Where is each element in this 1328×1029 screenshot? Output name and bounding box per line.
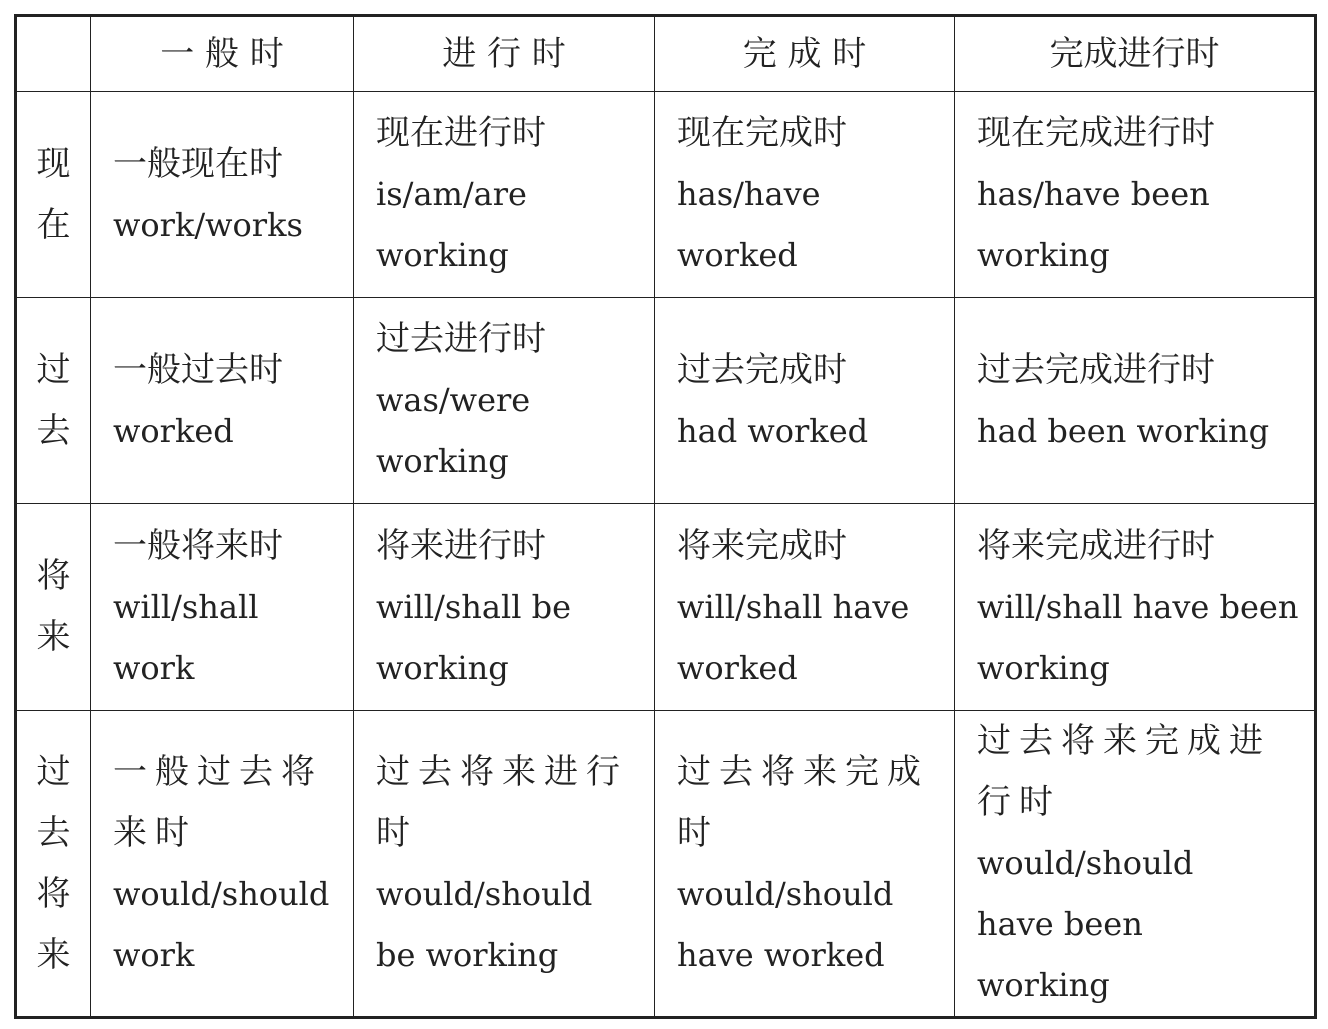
cell-past-future-progressive <box>354 711 655 1018</box>
cell-past-future-perfect-progressive <box>955 711 1316 1018</box>
row-label-past <box>16 298 91 504</box>
cell-present-perfect-progressive <box>955 92 1316 298</box>
tense-form: would/should be working <box>376 874 593 974</box>
tense-name: 一般过去时 <box>113 349 283 390</box>
cell-past-future-simple <box>91 711 354 1018</box>
cell-future-perfect <box>655 504 955 711</box>
cell-future-simple <box>91 504 354 711</box>
tense-form: worked <box>113 411 234 450</box>
cell-present-simple <box>91 92 354 298</box>
row-label-char: 过 <box>36 751 71 792</box>
row-past <box>16 298 1316 504</box>
cell-past-perfect <box>655 298 955 504</box>
tense-form: will/shall be working <box>376 587 572 687</box>
row-label-future <box>16 504 91 711</box>
cell-present-perfect <box>655 92 955 298</box>
header-perfect-progressive: 完成进行时 <box>955 16 1316 92</box>
tense-name: 过去完成进行时 <box>977 349 1215 390</box>
tense-form: would/should have worked <box>677 874 894 974</box>
tense-form: will/shall have worked <box>677 587 910 687</box>
tense-name: 将来完成时 <box>677 525 847 566</box>
tense-name: 将来进行时 <box>376 525 546 566</box>
tense-name: 过去将来完成进行时 <box>977 721 1271 822</box>
tense-name: 一般过去将来时 <box>113 751 323 853</box>
tense-table <box>14 14 1317 1019</box>
tense-form: will/shall work <box>113 587 259 687</box>
tense-name: 现在进行时 <box>376 113 546 153</box>
row-label-char: 来 <box>36 617 71 657</box>
row-label-char: 将 <box>36 556 71 596</box>
row-present <box>16 92 1316 298</box>
tense-name: 现在完成时 <box>677 113 847 153</box>
tense-form: will/shall have been working <box>977 587 1299 687</box>
row-label-past-future <box>16 711 91 1018</box>
header-progressive: 进 行 时 <box>354 16 655 92</box>
row-label-present <box>16 92 91 298</box>
row-label-char: 去 <box>36 812 71 853</box>
corner-cell <box>16 16 91 92</box>
tense-form: had been working <box>977 411 1270 450</box>
cell-future-progressive <box>354 504 655 711</box>
tense-name: 过去将来进行时 <box>376 751 628 853</box>
row-future <box>16 504 1316 711</box>
tense-form: had worked <box>677 411 869 450</box>
tense-form: was/were working <box>376 381 531 480</box>
tense-name: 过去进行时 <box>376 319 546 359</box>
cell-past-progressive <box>354 298 655 504</box>
tense-form: is/am/are working <box>376 175 527 274</box>
tense-form: would/should have been working <box>977 844 1194 1004</box>
tense-name: 过去完成时 <box>677 349 847 390</box>
tense-form: would/should work <box>113 874 330 974</box>
row-label-char: 去 <box>36 410 71 451</box>
row-past-future <box>16 711 1316 1018</box>
tense-name: 过去将来完成时 <box>677 751 929 853</box>
tense-form: has/have worked <box>677 175 821 274</box>
tense-name: 一般现在时 <box>113 143 283 184</box>
tense-form: work/works <box>113 205 303 244</box>
tense-name: 现在完成进行时 <box>977 113 1215 153</box>
row-label-char: 来 <box>36 934 71 975</box>
cell-past-simple <box>91 298 354 504</box>
cell-past-perfect-progressive <box>955 298 1316 504</box>
cell-past-future-perfect <box>655 711 955 1018</box>
row-label-char: 现 <box>36 143 71 184</box>
cell-future-perfect-progressive <box>955 504 1316 711</box>
tense-name: 一般将来时 <box>113 525 283 566</box>
cell-present-progressive <box>354 92 655 298</box>
header-simple: 一 般 时 <box>91 16 354 92</box>
row-label-char: 在 <box>36 204 71 245</box>
header-row <box>16 16 1316 92</box>
tense-form: has/have been working <box>977 175 1210 274</box>
header-perfect: 完 成 时 <box>655 16 955 92</box>
row-label-char: 过 <box>36 349 71 390</box>
row-label-char: 将 <box>36 873 71 914</box>
tense-name: 将来完成进行时 <box>977 525 1215 566</box>
